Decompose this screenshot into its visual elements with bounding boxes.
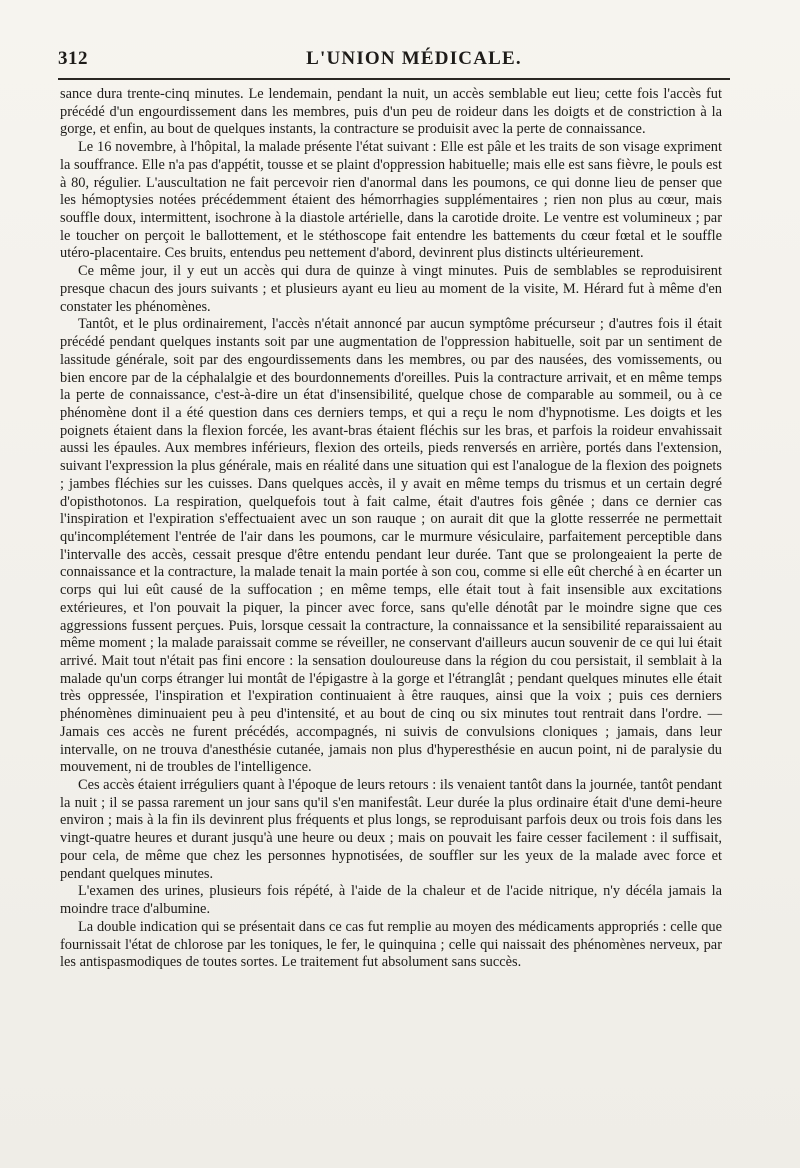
paragraph: Tantôt, et le plus ordinairement, l'accès n'était annoncé par aucun symptôme précurseur ; d'autres fois il était précédé pendant quelques instants soit par une augmentation de l'oppression habituelle, soit par un sentiment de lassitude générale, soit par des engourdissements dans les membres, ou par des nausées, des vomissements, ou bien encore par de la céphalalgie et des bourdonnements d'oreilles. Puis la contracture arrivait, et en même temps la perte de connaissance, c'est-à-dire un état d'insensibilité, quelque chose de comparable au sommeil, ou à ce phénomène dont il a été question dans ces derniers temps, et qui a reçu le nom d'hypnotisme. Les doigts et les poignets étaient dans la flexion forcée, les avant-bras étaient fléchis sur les bras, et parfois la roideur envahissait aussi les épaules. Aux membres inférieurs, flexion des orteils, pieds renversés en arrière, portés dans l'extension, suivant l'expression la plus générale, mais en réalité dans une situation qui est l'analogue de la flexion des poignets ; jambes fléchies sur les cuisses. Dans quelques accès, il y avait en même temps du trismus et un certain degré d'opisthotonos. La respiration, quelquefois tout à fait calme, était d'autres fois gênée ; dans ce dernier cas l'inspiration et l'expiration s'effectuaient avec un son rauque ; on aurait dit que la glotte resserrée ne permettait qu'incomplétement l'entrée de l'air dans les poumons, car le murmure vésiculaire, parfaitement perceptible dans l'intervalle des accès, cessait presque d'être entendu pendant leur durée. Tant que se prolongeaient la perte de connaissance et la contracture, la malade tenait la main portée à son cou, comme si elle eût cherché à en écarter un corps qui lui eût causé de la suffocation ; en même temps, elle était tout à fait insensible aux excitations extérieures, et l'on pouvait la piquer, la pincer avec force, sans qu'elle dénotât par le moindre signe que ces aggressions fussent perçues. Puis, lorsque cessait la contracture, la connaissance et la sensibilité reparaissaient au même moment ; la malade paraissait comme se réveiller, ne conservant d'ailleurs aucun souvenir de ce qui lui était arrivé. Mait tout n'était pas fini encore : la sensation douloureuse dans la région du cou persistait, il semblait à la malade qu'un corps étranger lui montât de l'épigastre à la gorge et l'étranglât ; pendant quelques minutes elle était très oppressée, l'inspiration et l'expiration continuaient à être rauques, ainsi que la voix ; puis ces derniers phénomènes diminuaient peu à peu d'intensité, et au bout de cinq ou six minutes tout rentrait dans l'ordre. — Jamais ces accès ne furent précédés, accompagnés, ni suivis de convulsions cloniques ; jamais, dans leur intervalle, on ne trouva d'anesthésie cutanée, jamais non plus d'hyperesthésie en aucun point, ni de paralysie du mouvement, ni de troubles de l'intelligence.	[60, 316, 722, 776]
paragraph: Le 16 novembre, à l'hôpital, la malade présente l'état suivant : Elle est pâle et les traits de son visage expriment la souffrance. Elle n'a pas d'appétit, tousse et se plaint d'oppression habituelle; mais elle est sans fièvre, le pouls est à 80, régulier. L'auscultation ne fait percevoir rien d'anormal dans les poumons, ce qui donne lieu de penser que les hémoptysies notées précédemment étaient des hémorrhagies supplémentaires ; rien non plus au cœur, mais souffle doux, intermittent, isochrone à la diastole artérielle, dans la carotide droite. Le ventre est volumineux ; par le toucher on perçoit le ballottement, et le stéthoscope fait entendre les battements du cœur fœtal et le souffle utéro-placentaire. Ces bruits, entendus peu nettement d'abord, devinrent plus distincts ultérieurement.	[60, 139, 722, 262]
paragraph: L'examen des urines, plusieurs fois répété, à l'aide de la chaleur et de l'acide nitrique, n'y décéla jamais la moindre trace d'albumine.	[60, 883, 722, 918]
paragraph: La double indication qui se présentait dans ce cas fut remplie au moyen des médicaments appropriés : celle que fournissait l'état de chlorose par les toniques, le fer, le quinquina ; celle qui naissait des phénomènes nerveux, par les antispasmodiques de toutes sortes. Le traitement fut absolument sans succès.	[60, 918, 722, 971]
paragraph: Ces accès étaient irréguliers quant à l'époque de leurs retours : ils venaient tantôt dans la journée, tantôt pendant la nuit ; il se passa rarement un jour sans qu'il s'en manifestât. Leur durée la plus ordinaire était d'une demi-heure environ ; mais à la fin ils devinrent plus fréquents et plus longs, se reproduisant parfois deux ou trois fois dans les vingt-quatre heures et durant jusqu'à une heure ou deux ; mais on pouvait les faire cesser facilement : il suffisait, pour cela, de même que chez les personnes hypnotisées, de souffler sur les yeux de la malade avec force et pendant quelques minutes.	[60, 777, 722, 882]
article-body	[60, 86, 722, 972]
header-rule	[58, 78, 730, 80]
paragraph: Ce même jour, il y eut un accès qui dura de quinze à vingt minutes. Puis de semblables se reproduisirent presque chacun des jours suivants ; et plusieurs ayant eu lieu au moment de la visite, M. Hérard fut à même d'en constater les phénomènes.	[60, 263, 722, 315]
page-number: 312	[58, 48, 88, 69]
running-title: L'UNION MÉDICALE.	[306, 48, 522, 69]
page-header	[58, 44, 730, 74]
paragraph-continuation: sance dura trente-cinq minutes. Le lendemain, pendant la nuit, un accès semblable eut lieu; cette fois l'accès fut précédé d'un engourdissement dans les membres, puis d'un peu de roideur dans les doigts et de constriction à la gorge, et enfin, au bout de quelques instants, la contracture se produisit avec la perte de connaissance.	[60, 86, 722, 138]
